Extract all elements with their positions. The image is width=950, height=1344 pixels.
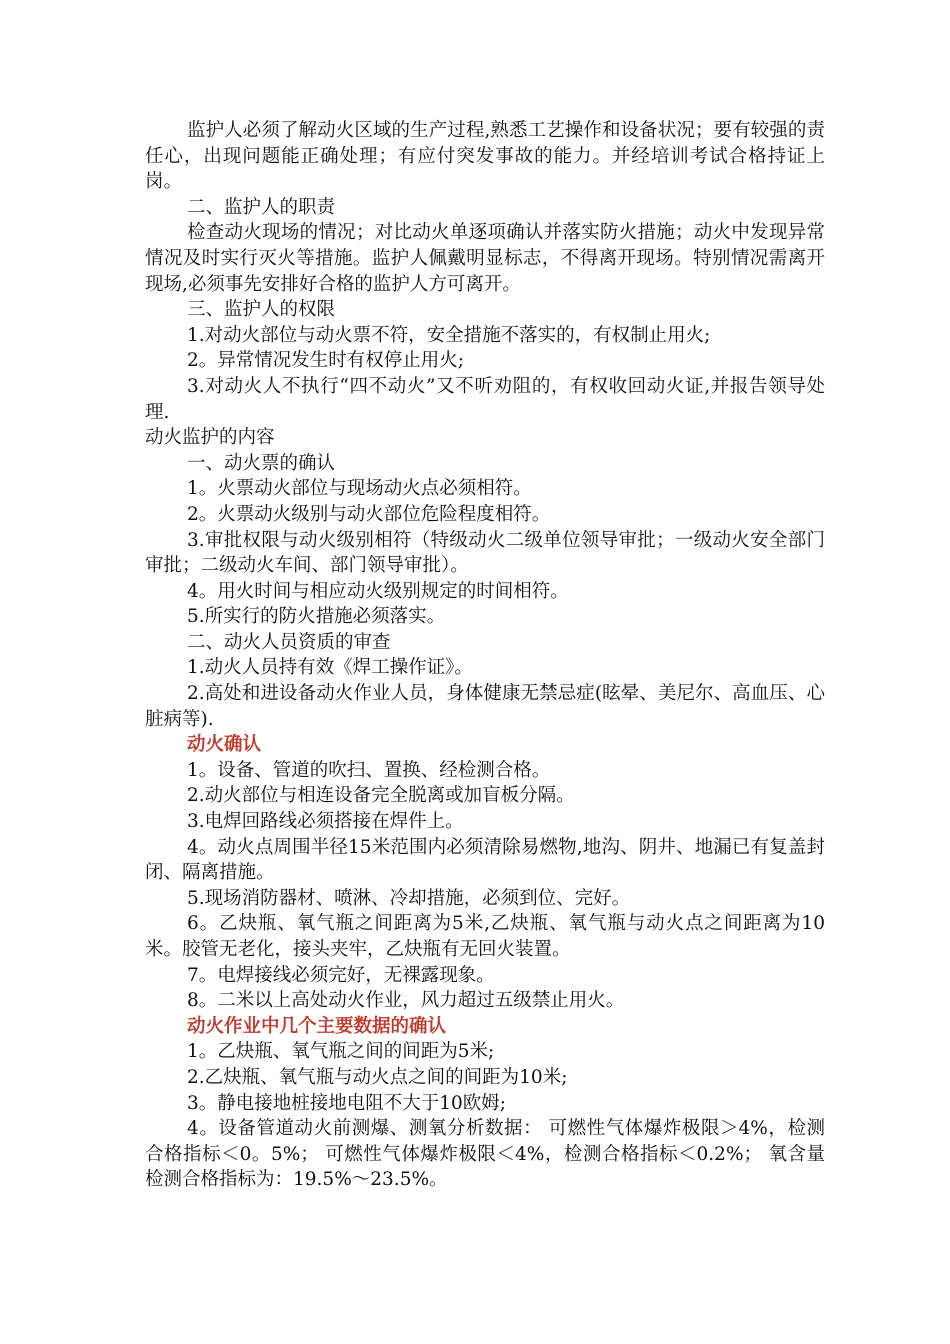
list-item-ticket-2: 2。火票动火级别与动火部位危险程度相符。 [187, 503, 551, 525]
list-item-authority-3: 3.对动火人不执行“四不动火”又不听劝阻的，有权收回动火证,并报告领导处理. [145, 375, 825, 423]
list-item-authority-1: 1.对动火部位与动火票不符，安全措施不落实的，有权制止用火; [187, 324, 711, 346]
list-item-ticket-3: 3.审批权限与动火级别相符（特级动火二级单位领导审批；一级动火安全部门审批；二级动火车间、部门领导审批）。 [145, 529, 825, 577]
list-item-confirm-4: 4。动火点周围半径15米范围内必须清除易燃物,地沟、阴井、地漏已有复盖封闭、隔离措施。 [145, 836, 825, 884]
list-item-confirm-1: 1。设备、管道的吹扫、置换、经检测合格。 [187, 759, 551, 781]
list-item-authority-2: 2。异常情况发生时有权停止用火; [187, 350, 465, 372]
section-title-monitoring-content: 动火监护的内容 [145, 427, 275, 449]
list-item-confirm-6: 6。乙炔瓶、氧气瓶之间距离为5米,乙炔瓶、氧气瓶与动火点之间距离为10米。胶管无老化，接头夹牢，乙炔瓶有无回火装置。 [145, 913, 825, 960]
list-item-confirm-2: 2.动火部位与相连设备完全脱离或加盲板分隔。 [187, 785, 575, 807]
list-item-confirm-3: 3.电焊回路线必须搭接在焊件上。 [187, 811, 464, 833]
list-item-ticket-4: 4。用火时间与相应动火级别规定的时间相符。 [187, 580, 569, 602]
list-item-confirm-5: 5.现场消防器材、喷淋、冷却措施，必须到位、完好。 [187, 887, 631, 909]
list-item-confirm-7: 7。电焊接线必须完好，无裸露现象。 [187, 964, 495, 986]
red-heading-key-data: 动火作业中几个主要数据的确认 [187, 1015, 447, 1037]
list-item-data-2: 2.乙炔瓶、氧气瓶与动火点之间的间距为10米; [187, 1066, 568, 1088]
list-item-ticket-5: 5.所实行的防火措施必须落实。 [187, 606, 446, 628]
list-item-data-1: 1。乙炔瓶、氧气瓶之间的间距为5米; [187, 1041, 495, 1063]
list-item-qualification-2: 2.高处和进设备动火作业人员，身体健康无禁忌症(眩晕、美尼尔、高血压、心脏病等). [145, 683, 825, 730]
section-heading-authority: 三、监护人的权限 [187, 299, 336, 321]
list-item-qualification-1: 1.动火人员持有效《焊工操作证》。 [187, 657, 473, 679]
section-heading-ticket-confirmation: 一、动火票的确认 [187, 452, 336, 474]
list-item-data-4: 4。设备管道动火前测爆、测氧分析数据： 可燃性气体爆炸极限＞4%，检测合格指标＜0。5%； 可燃性气体爆炸极限＜4%，检测合格指标＜0.2%； 氧含量检测合格指标为：19.5%～23.5%。 [145, 1118, 825, 1191]
red-heading-fire-confirmation: 动火确认 [187, 734, 262, 756]
list-item-data-3: 3。静电接地桩接地电阻不大于10欧姆; [187, 1092, 507, 1114]
section-heading-qualification: 二、动火人员资质的审查 [187, 631, 391, 653]
list-item-ticket-1: 1。火票动火部位与现场动火点必须相符。 [187, 478, 532, 500]
paragraph-supervisor-requirements: 监护人必须了解动火区域的生产过程,熟悉工艺操作和设备状况；要有较强的责任心，出现问题能正确处理；有应付突发事故的能力。并经培训考试合格持证上岗。 [145, 120, 825, 193]
paragraph-duties: 检查动火现场的情况；对比动火单逐项确认并落实防火措施；动火中发现异常情况及时实行灭火等措施。监护人佩戴明显标志，不得离开现场。特别情况需离开现场,必须事先安排好合格的监护人方可离开。 [145, 222, 825, 295]
document-body [145, 118, 825, 1193]
list-item-confirm-8: 8。二米以上高处动火作业，风力超过五级禁止用火。 [187, 990, 625, 1012]
section-heading-duties: 二、监护人的职责 [187, 196, 336, 218]
